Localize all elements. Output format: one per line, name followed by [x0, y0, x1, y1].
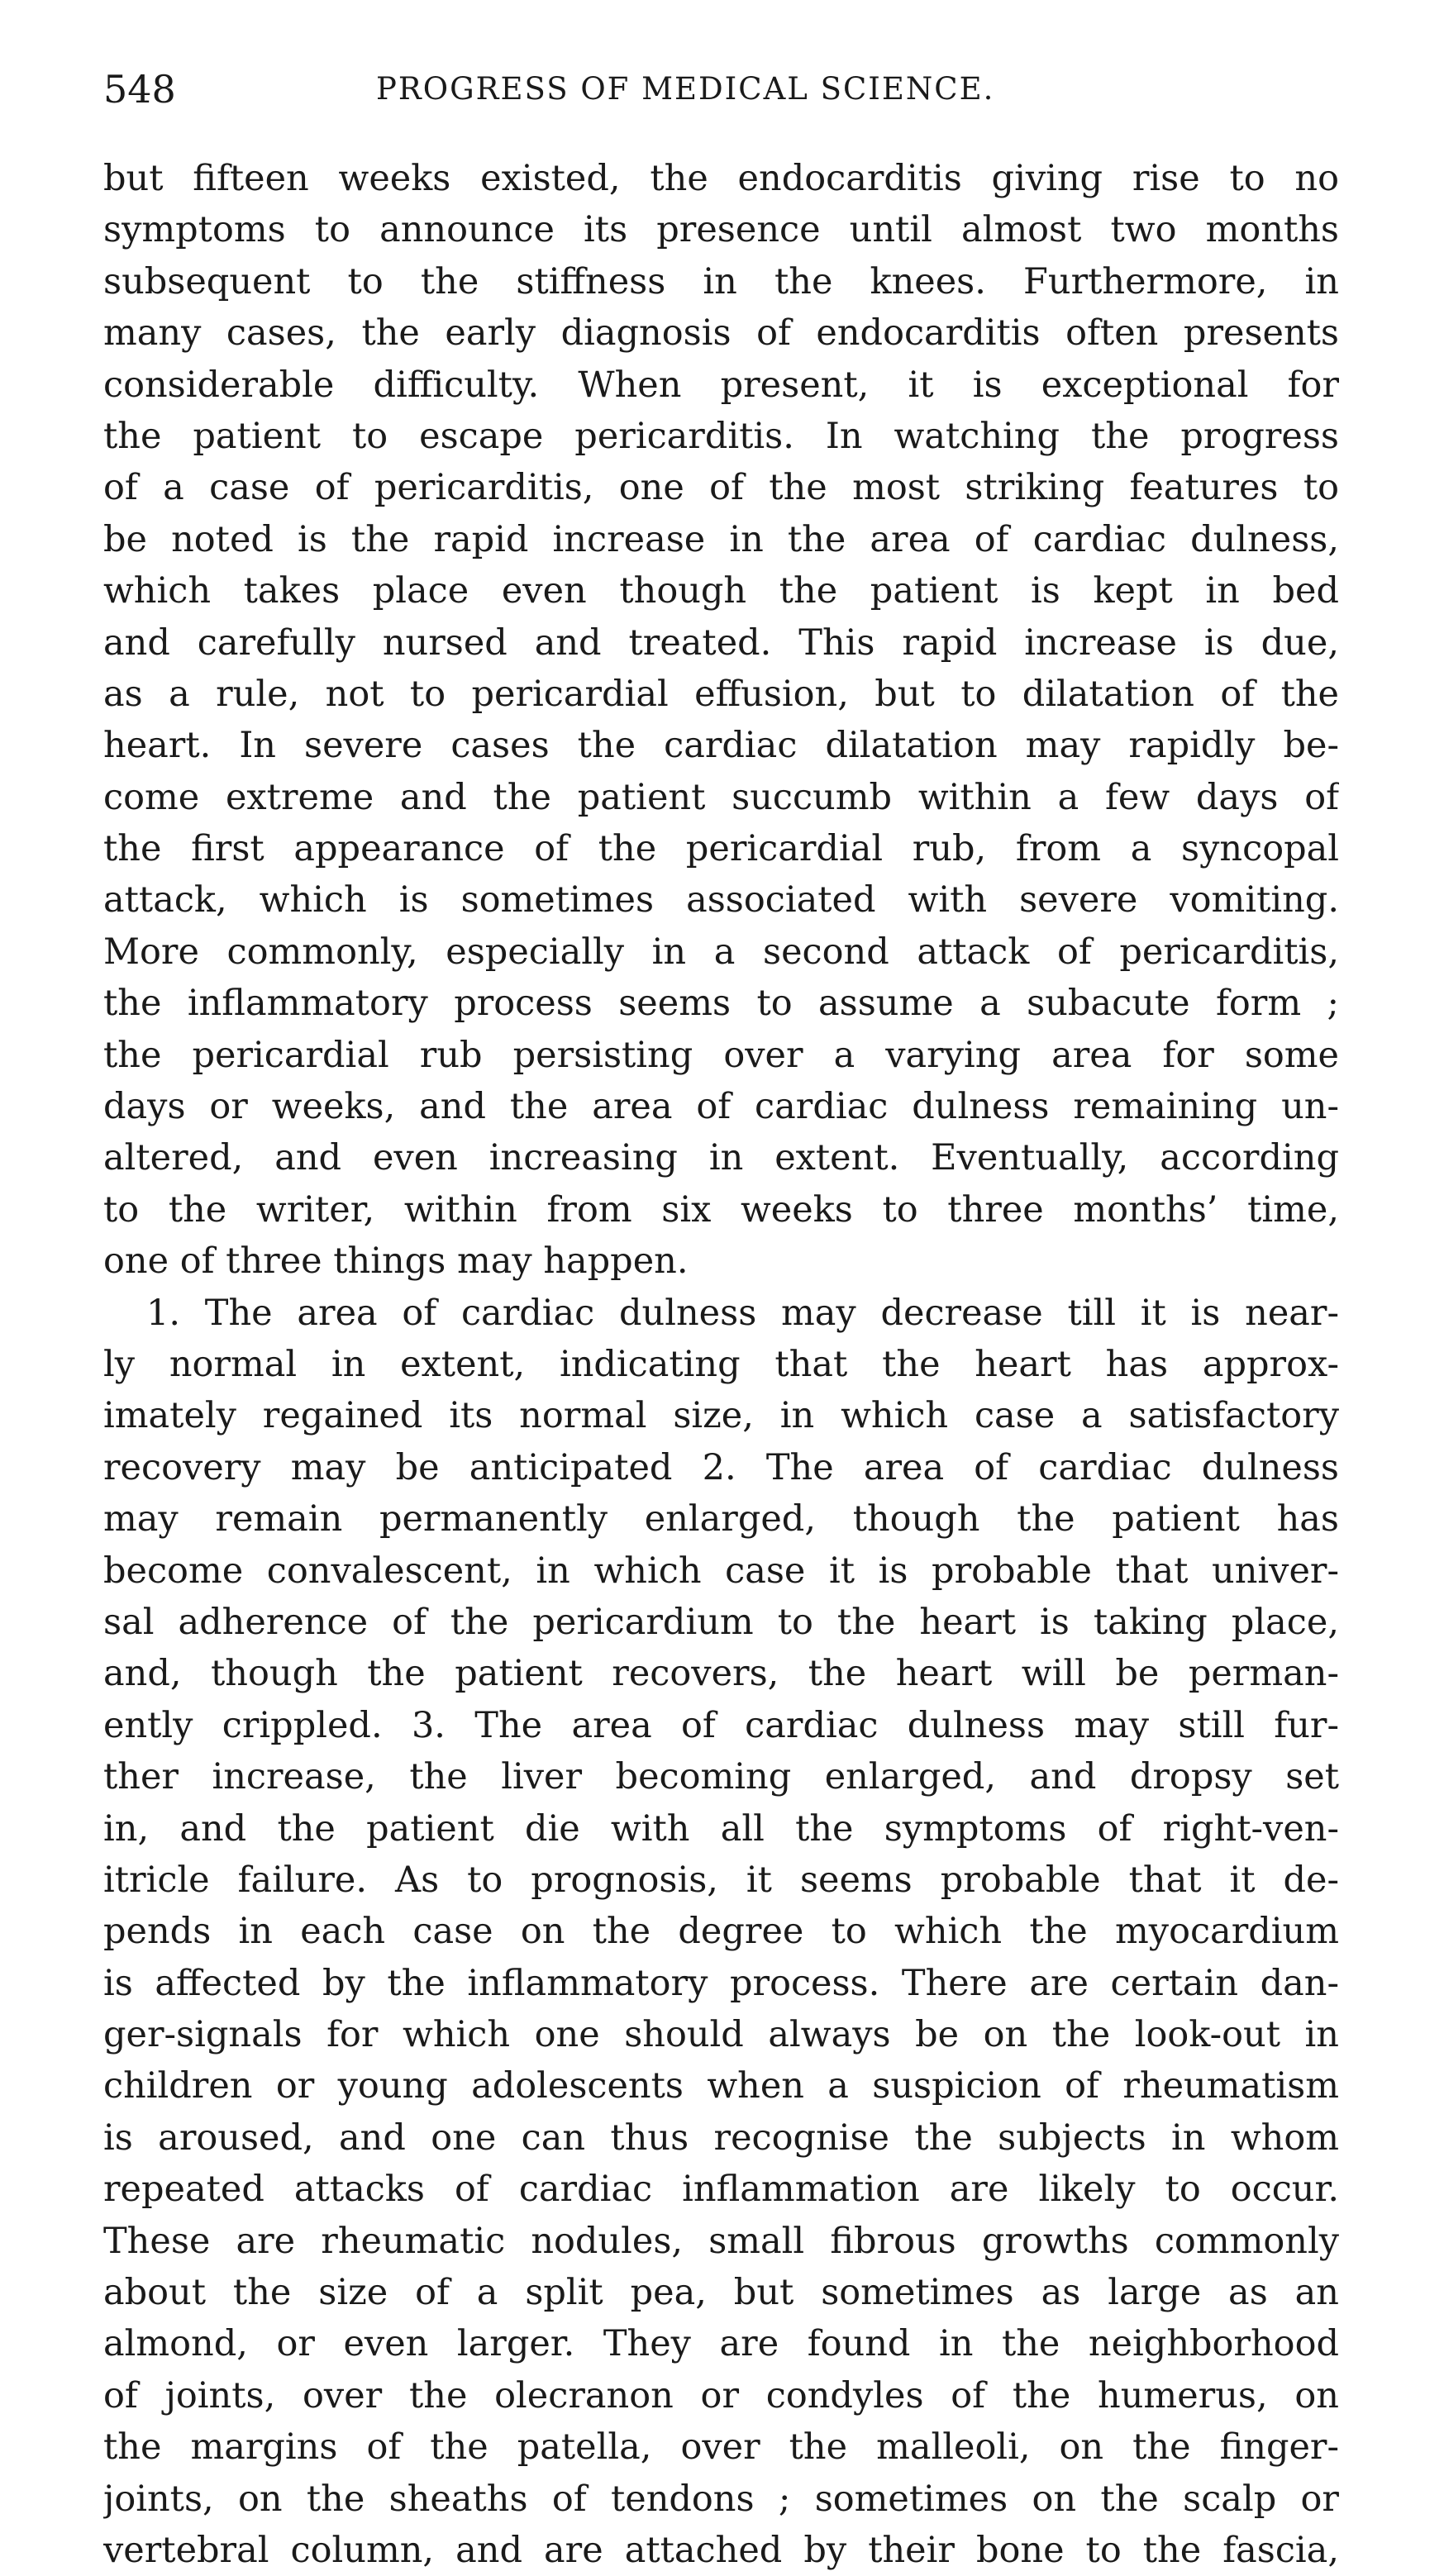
text-line: altered, and even increasing in extent. Eventually, according	[103, 1137, 1339, 1179]
text-line: ger-signals for which one should always be on the look-out in	[103, 2014, 1339, 2056]
text-line: about the size of a split pea, but sometimes as large as an	[103, 2272, 1339, 2314]
text-line: days or weeks, and the area of cardiac dulness remaining un-	[103, 1086, 1339, 1128]
text-line: and carefully nursed and treated. This rapid increase is due,	[103, 621, 1339, 664]
text-line: in, and the patient die with all the symptoms of right-ven-	[103, 1807, 1339, 1850]
text-line: become convalescent, in which case it is probable that univer-	[103, 1550, 1339, 1592]
text-line: the first appearance of the pericardial rub, from a syncopal	[103, 828, 1339, 870]
text-line: the patient to escape pericarditis. In watching the progress	[103, 415, 1339, 457]
body-text	[103, 153, 1339, 2576]
page-number: 548	[103, 67, 176, 112]
text-line: children or young adolescents when a suspicion of rheumatism	[103, 2065, 1339, 2107]
text-line: may remain permanently enlarged, though the patient has	[103, 1498, 1339, 1540]
text-line: joints, on the sheaths of tendons ; sometimes on the scalp or	[103, 2478, 1339, 2520]
text-line: the inflammatory process seems to assume a subacute form ;	[103, 983, 1339, 1025]
text-line: ly normal in extent, indicating that the heart has approx-	[103, 1343, 1339, 1385]
text-line: which takes place even though the patient is kept in bed	[103, 570, 1339, 612]
text-line: itricle failure. As to prognosis, it seems probable that it de-	[103, 1859, 1339, 1901]
text-line: ently crippled. 3. The area of cardiac dulness may still fur-	[103, 1704, 1339, 1746]
text-line: ther increase, the liver becoming enlarged, and dropsy set	[103, 1756, 1339, 1798]
text-line: many cases, the early diagnosis of endocarditis often presents	[103, 312, 1339, 355]
text-line: is affected by the inflammatory process. There are certain dan-	[103, 1962, 1339, 2004]
text-line: come extreme and the patient succumb within a few days of	[103, 776, 1339, 818]
text-line: 1. The area of cardiac dulness may decrease till it is near-	[146, 1292, 1339, 1334]
text-line: heart. In severe cases the cardiac dilatation may rapidly be-	[103, 725, 1339, 767]
text-line: attack, which is sometimes associated with severe vomiting.	[103, 879, 1339, 921]
text-line: the margins of the patella, over the malleoli, on the finger-	[103, 2426, 1339, 2469]
text-line: be noted is the rapid increase in the area of cardiac dulness,	[103, 518, 1339, 560]
text-line: almond, or even larger. They are found in the neighborhood	[103, 2323, 1339, 2365]
text-line: as a rule, not to pericardial effusion, but to dilatation of the	[103, 673, 1339, 715]
text-line: and, though the patient recovers, the heart will be perman-	[103, 1653, 1339, 1695]
text-line: of a case of pericarditis, one of the most striking features to	[103, 467, 1339, 509]
text-line: one of three things may happen.	[103, 1240, 689, 1283]
text-line: subsequent to the stiffness in the knees. Furthermore, in	[103, 260, 1339, 302]
text-line: but fifteen weeks existed, the endocarditis giving rise to no	[103, 158, 1339, 199]
text-line: sal adherence of the pericardium to the heart is taking place,	[103, 1601, 1339, 1643]
running-head	[103, 64, 1343, 114]
text-line: repeated attacks of cardiac inflammation are likely to occur.	[103, 2169, 1339, 2211]
running-title: PROGRESS OF MEDICAL SCIENCE.	[376, 71, 995, 107]
text-line: symptoms to announce its presence until almost two months	[103, 209, 1339, 251]
text-line: of joints, over the olecranon or condyles of the humerus, on	[103, 2374, 1339, 2416]
text-line: imately regained its normal size, in which case a satisfactory	[103, 1395, 1339, 1437]
text-line: to the writer, within from six weeks to three months’ time,	[103, 1188, 1339, 1231]
text-line: the pericardial rub persisting over a varying area for some	[103, 1034, 1339, 1076]
text-line: pends in each case on the degree to which the myocardium	[103, 1911, 1339, 1953]
text-line: is aroused, and one can thus recognise the subjects in whom	[103, 2117, 1339, 2159]
text-line: considerable difficulty. When present, it is exceptional for	[103, 364, 1339, 406]
text-line: recovery may be anticipated 2. The area of cardiac dulness	[103, 1446, 1339, 1488]
text-line: These are rheumatic nodules, small fibrous growths commonly	[103, 2220, 1339, 2262]
text-line: vertebral column, and are attached by their bone to the fascia,	[103, 2529, 1339, 2571]
text-line: More commonly, especially in a second attack of pericarditis,	[103, 931, 1339, 973]
